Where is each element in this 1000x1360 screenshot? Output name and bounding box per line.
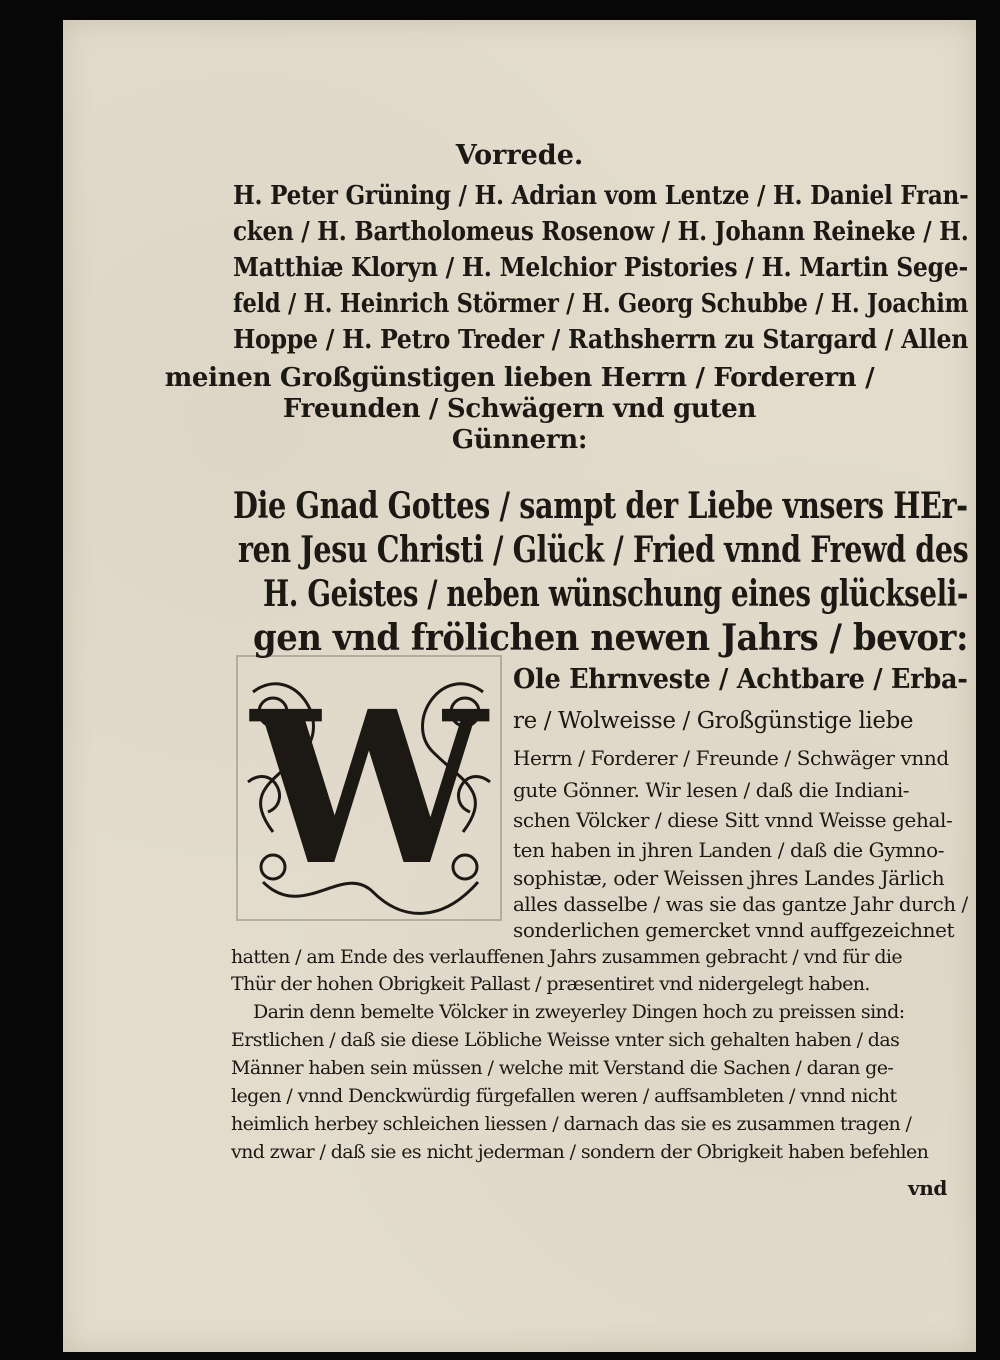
body-line: Erstlichen / daß sie diese Löbliche Weisse vnter sich gehalten haben / das (231, 1029, 900, 1051)
address-line: Hoppe / H. Petro Treder / Rathsherrn zu Stargard / Allen (233, 325, 969, 355)
body-line: gute Gönner. Wir lesen / daß die Indiani- (513, 778, 910, 802)
body-line: heimlich herbey schleichen liessen / darnach das sie es zusammen tragen / (231, 1113, 912, 1135)
greeting-line: ren Jesu Christi / Glück / Fried vnnd Frewd des (238, 529, 969, 571)
address-line: Günnern: (451, 425, 588, 455)
body-line: alles dasselbe / was sie das gantze Jahr durch / (513, 892, 968, 916)
body-line: Ole Ehrnveste / Achtbare / Erba- (513, 664, 968, 695)
greeting-line: H. Geistes / neben wünschung eines glückseli- (263, 573, 969, 615)
initial-letter: W (251, 665, 487, 912)
body-line: legen / vnnd Denckwürdig fürgefallen weren / auffsambleten / vnnd nicht (231, 1085, 897, 1107)
greeting-line: gen vnd frölichen newen Jahrs / bevor: (253, 617, 969, 659)
address-line: H. Peter Grüning / H. Adrian vom Lentze / H. Daniel Fran- (233, 181, 969, 211)
body-line: Männer haben sein müssen / welche mit Verstand die Sachen / daran ge- (231, 1057, 894, 1079)
address-line: Matthiæ Kloryn / H. Melchior Pistories / H. Martin Sege- (233, 253, 969, 283)
body-line: Darin denn bemelte Völcker in zweyerley Dingen hoch zu preissen sind: (253, 1001, 905, 1023)
greeting-line: Die Gnad Gottes / sampt der Liebe vnsers HEr- (233, 485, 968, 527)
body-line: schen Völcker / diese Sitt vnnd Weisse gehal- (513, 808, 953, 832)
body-line: vnd zwar / daß sie es nicht jederman / sondern der Obrigkeit haben befehlen (231, 1141, 929, 1163)
page-heading: Vorrede. (455, 140, 584, 171)
address-line: feld / H. Heinrich Störmer / H. Georg Schubbe / H. Joachim (233, 289, 969, 319)
body-line: Herrn / Forderer / Freunde / Schwäger vnnd (513, 746, 949, 770)
body-line: Thür der hohen Obrigkeit Pallast / præsentiret vnd nidergelegt haben. (231, 973, 870, 995)
body-line: hatten / am Ende des verlauffenen Jahrs zusammen gebracht / vnd für die (231, 946, 903, 968)
body-line: re / Wolweisse / Großgünstige liebe (513, 708, 914, 734)
body-line: ten haben in jhren Landen / daß die Gymno- (513, 838, 945, 862)
address-line: cken / H. Bartholomeus Rosenow / H. Johann Reineke / H. (233, 217, 969, 247)
body-line: sonderlichen gemercket vnnd auffgezeichnet (513, 918, 955, 942)
address-line: Freunden / Schwägern vnd guten (282, 394, 757, 424)
book-page (63, 20, 976, 1352)
body-line: sophistæ, oder Weissen jhres Landes Järlich (513, 866, 945, 890)
catchword: vnd (908, 1176, 947, 1200)
decorated-initial-w (233, 652, 505, 924)
address-line: meinen Großgünstigen lieben Herrn / Forderern / (164, 363, 875, 393)
